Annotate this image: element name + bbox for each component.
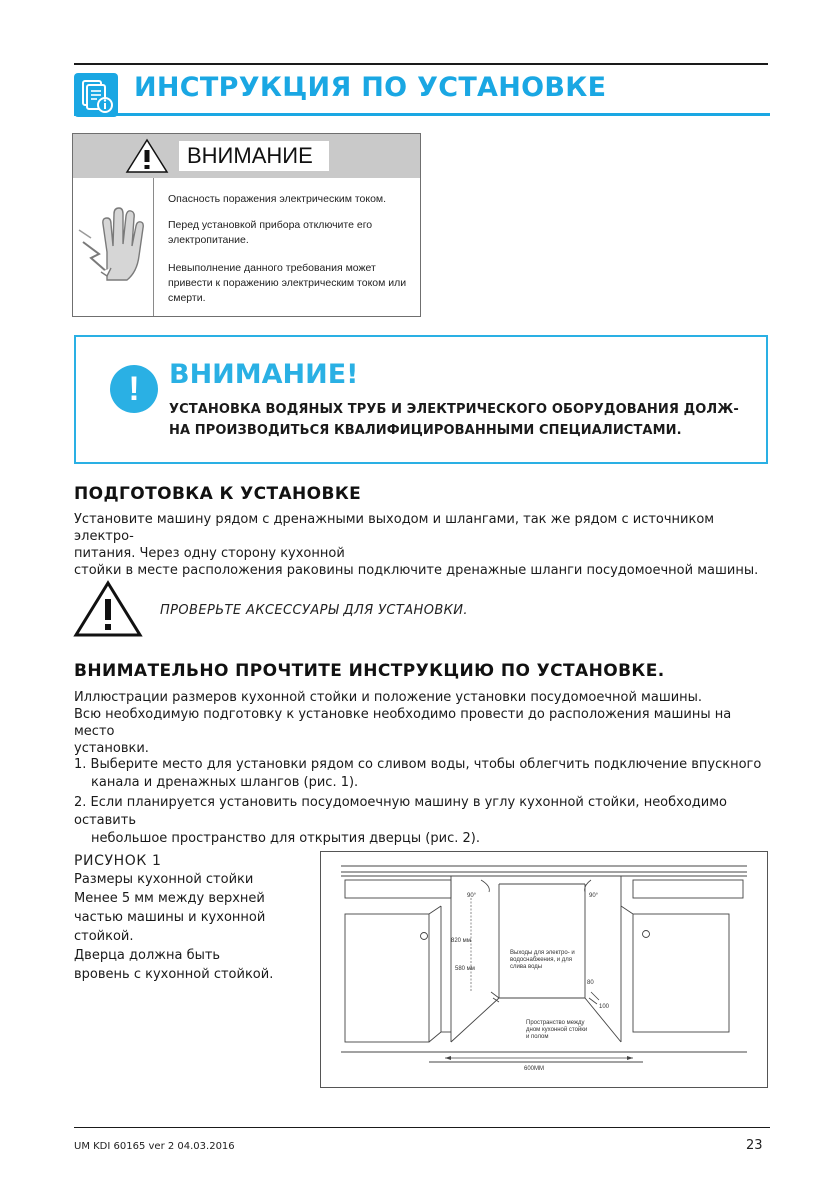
attention-title: ВНИМАНИЕ! bbox=[169, 359, 359, 390]
top-rule bbox=[74, 63, 768, 65]
height-820-label: 820 мм bbox=[451, 938, 471, 944]
read-paragraph bbox=[74, 689, 770, 757]
warning-label: ВНИМАНИЕ bbox=[187, 143, 313, 168]
figure-line-2: Менее 5 мм между верхней bbox=[74, 891, 265, 906]
attention-text-line-1: УСТАНОВКА ВОДЯНЫХ ТРУБ И ЭЛЕКТРИЧЕСКОГО ОБОРУДОВАНИЯ ДОЛЖ- bbox=[169, 402, 739, 417]
outlets-line-2: водоснабжения, и для bbox=[510, 957, 573, 963]
document-info-icon bbox=[74, 73, 118, 117]
width-label: 600MM bbox=[524, 1066, 545, 1072]
electric-shock-hand-icon bbox=[77, 202, 149, 296]
gap-note-line-1: Пространство между bbox=[526, 1020, 585, 1026]
list-item-1-line-1: 1. Выберите место для установки рядом со сливом воды, чтобы облегчить подключение впускного bbox=[74, 757, 762, 772]
read-line-3: установки. bbox=[74, 741, 149, 756]
attention-box bbox=[74, 335, 768, 464]
caution-triangle-icon bbox=[73, 580, 143, 642]
gap-note-line-3: и полом bbox=[526, 1034, 549, 1040]
outlets-line-3: слива воды bbox=[510, 964, 543, 970]
exclamation-icon: ! bbox=[110, 365, 158, 413]
read-line-2: Всю необходимую подготовку к установке необходимо провести до расположения машины на место bbox=[74, 707, 732, 739]
gap-note-line-2: дном кухонной стойки bbox=[526, 1027, 588, 1033]
figure-line-5: Дверца должна быть bbox=[74, 948, 221, 963]
list-item-1-line-2: канала и дренажных шлангов (рис. 1). bbox=[91, 775, 359, 790]
read-heading: ВНИМАТЕЛЬНО ПРОЧТИТЕ ИНСТРУКЦИЮ ПО УСТАНОВКЕ. bbox=[74, 661, 665, 681]
figure-description bbox=[74, 870, 284, 984]
warning-line-2: Перед установкой прибора отключите его электропитание. bbox=[168, 219, 373, 246]
prep-line-2: питания. Через одну сторону кухонной bbox=[74, 546, 345, 561]
electric-warning-box bbox=[72, 133, 421, 317]
dim-80-label: 80 bbox=[587, 980, 594, 986]
figure-line-1: Размеры кухонной стойки bbox=[74, 872, 254, 887]
outlets-line-1: Выходы для электро- и bbox=[510, 950, 575, 956]
attention-text-line-2: НА ПРОИЗВОДИТЬСЯ КВАЛИФИЦИРОВАННЫМИ СПЕЦИАЛИСТАМИ. bbox=[169, 423, 682, 438]
document-version: UM KDI 60165 ver 2 04.03.2016 bbox=[74, 1141, 235, 1152]
list-item-2-line-1: 2. Если планируется установить посудомоечную машину в углу кухонной стойки, необходимо оставить bbox=[74, 795, 728, 828]
header-rule bbox=[74, 113, 770, 116]
warning-divider bbox=[153, 178, 154, 316]
caution-text: ПРОВЕРЬТЕ АКСЕССУАРЫ ДЛЯ УСТАНОВКИ. bbox=[160, 603, 468, 618]
figure-label: РИСУНОК 1 bbox=[74, 853, 162, 869]
page-number: 23 bbox=[746, 1138, 763, 1153]
depth-580-label: 580 мм bbox=[455, 966, 475, 972]
list-item-2-line-2: небольшое пространство для открытия дверцы (рис. 2). bbox=[91, 831, 480, 846]
list-item bbox=[74, 794, 770, 848]
cabinet-dimensions-diagram bbox=[320, 851, 768, 1088]
warning-triangle-icon bbox=[125, 138, 169, 178]
angle-left-label: 90° bbox=[467, 893, 477, 899]
figure-line-3: частью машины и кухонной bbox=[74, 910, 266, 925]
dim-100-label: 100 bbox=[599, 1004, 610, 1010]
prep-paragraph bbox=[74, 511, 770, 579]
prep-line-1: Установите машину рядом с дренажными выходом и шлангами, так же рядом с источником электро- bbox=[74, 512, 715, 544]
warning-line-1: Опасность поражения электрическим током. bbox=[168, 193, 387, 205]
list-item bbox=[74, 756, 770, 792]
angle-right-label: 90° bbox=[589, 893, 599, 899]
read-line-1: Иллюстрации размеров кухонной стойки и положение установки посудомоечной машины. bbox=[74, 690, 703, 705]
footer-rule bbox=[74, 1127, 770, 1128]
prep-heading: ПОДГОТОВКА К УСТАНОВКЕ bbox=[74, 484, 362, 504]
figure-line-4: стойкой. bbox=[74, 929, 134, 944]
figure-line-6: вровень с кухонной стойкой. bbox=[74, 967, 274, 982]
warning-line-3: Невыполнение данного требования может привести к поражению электрическим током или смерти. bbox=[168, 262, 407, 304]
page-title: ИНСТРУКЦИЯ ПО УСТАНОВКЕ bbox=[134, 72, 607, 103]
attention-text bbox=[169, 399, 749, 441]
prep-line-3: стойки в месте расположения раковины подключите дренажные шланги посудомоечной машины. bbox=[74, 563, 759, 578]
